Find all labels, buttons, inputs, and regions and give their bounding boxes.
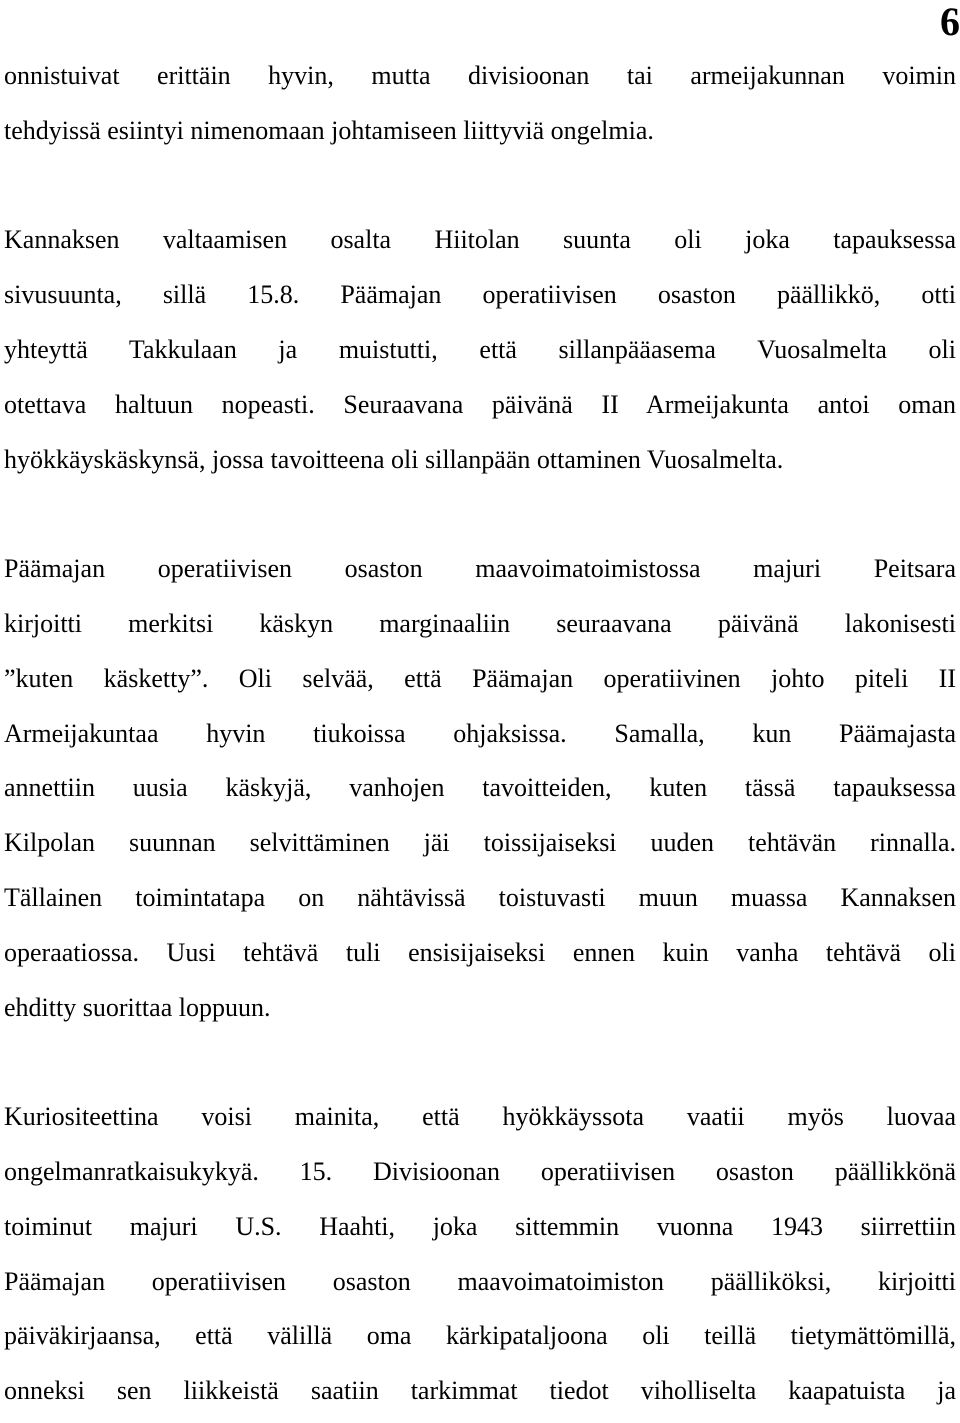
paragraph [4, 1094, 956, 1423]
paragraph-gap [4, 491, 956, 546]
text-line: sivusuunta, sillä 15.8. Päämajan operatiivisen osaston päällikkö, otti [4, 280, 956, 310]
text-line: tehdyissä esiintyi nimenomaan johtamiseen liittyviä ongelmia. [4, 115, 654, 145]
text-line: Kannaksen valtaamisen osalta Hiitolan suunta oli joka tapauksessa [4, 225, 956, 255]
text-line: Päämajan operatiivisen osaston maavoimatoimiston päälliköksi, kirjoitti [4, 1266, 956, 1296]
text-line: Tällainen toimintatapa on nähtävissä toistuvasti muun muassa Kannaksen [4, 882, 956, 912]
text-line: annettiin uusia käskyjä, vanhojen tavoitteiden, kuten tässä tapauksessa [4, 773, 956, 803]
text-line: Armeijakuntaa hyvin tiukoissa ohjaksissa. Samalla, kun Päämajasta [4, 718, 956, 748]
text-line: onnistuivat erittäin hyvin, mutta divisioonan tai armeijakunnan voimin [4, 61, 956, 90]
paragraph [4, 546, 956, 1039]
paragraph [4, 217, 956, 491]
text-line: ehditty suorittaa loppuun. [4, 992, 271, 1022]
text-line: kirjoitti merkitsi käskyn marginaaliin seuraavana päivänä lakonisesti [4, 608, 956, 638]
document-body [4, 53, 956, 1423]
text-line: Kilpolan suunnan selvittäminen jäi toissijaiseksi uuden tehtävän rinnalla. [4, 828, 956, 858]
page-number: 6 [940, 0, 960, 44]
text-line: otettava haltuun nopeasti. Seuraavana päivänä II Armeijakunta antoi oman [4, 389, 956, 419]
text-line: operaatiossa. Uusi tehtävä tuli ensisijaiseksi ennen kuin vanha tehtävä oli [4, 937, 956, 967]
text-line: onneksi sen liikkeistä saatiin tarkimmat tiedot viholliselta kaapatuista ja [4, 1376, 956, 1406]
text-line: ”kuten käsketty”. Oli selvää, että Päämajan operatiivinen johto piteli II [4, 663, 956, 693]
paragraph [4, 53, 956, 163]
paragraph-gap [4, 1039, 956, 1094]
text-line: päiväkirjaansa, että välillä oma kärkipataljoona oli teillä tietymättömillä, [4, 1321, 956, 1351]
text-line: hyökkäyskäskynsä, jossa tavoitteena oli sillanpään ottaminen Vuosalmelta. [4, 444, 784, 474]
text-line: Kuriositeettina voisi mainita, että hyökkäyssota vaatii myös luovaa [4, 1102, 956, 1132]
text-line: Päämajan operatiivisen osaston maavoimatoimistossa majuri Peitsara [4, 554, 956, 584]
text-line: yhteyttä Takkulaan ja muistutti, että sillanpääasema Vuosalmelta oli [4, 334, 956, 364]
paragraph-gap [4, 163, 956, 218]
text-line: toiminut majuri U.S. Haahti, joka sittemmin vuonna 1943 siirrettiin [4, 1211, 956, 1241]
text-line: ongelmanratkaisukykyä. 15. Divisioonan operatiivisen osaston päällikkönä [4, 1156, 956, 1186]
